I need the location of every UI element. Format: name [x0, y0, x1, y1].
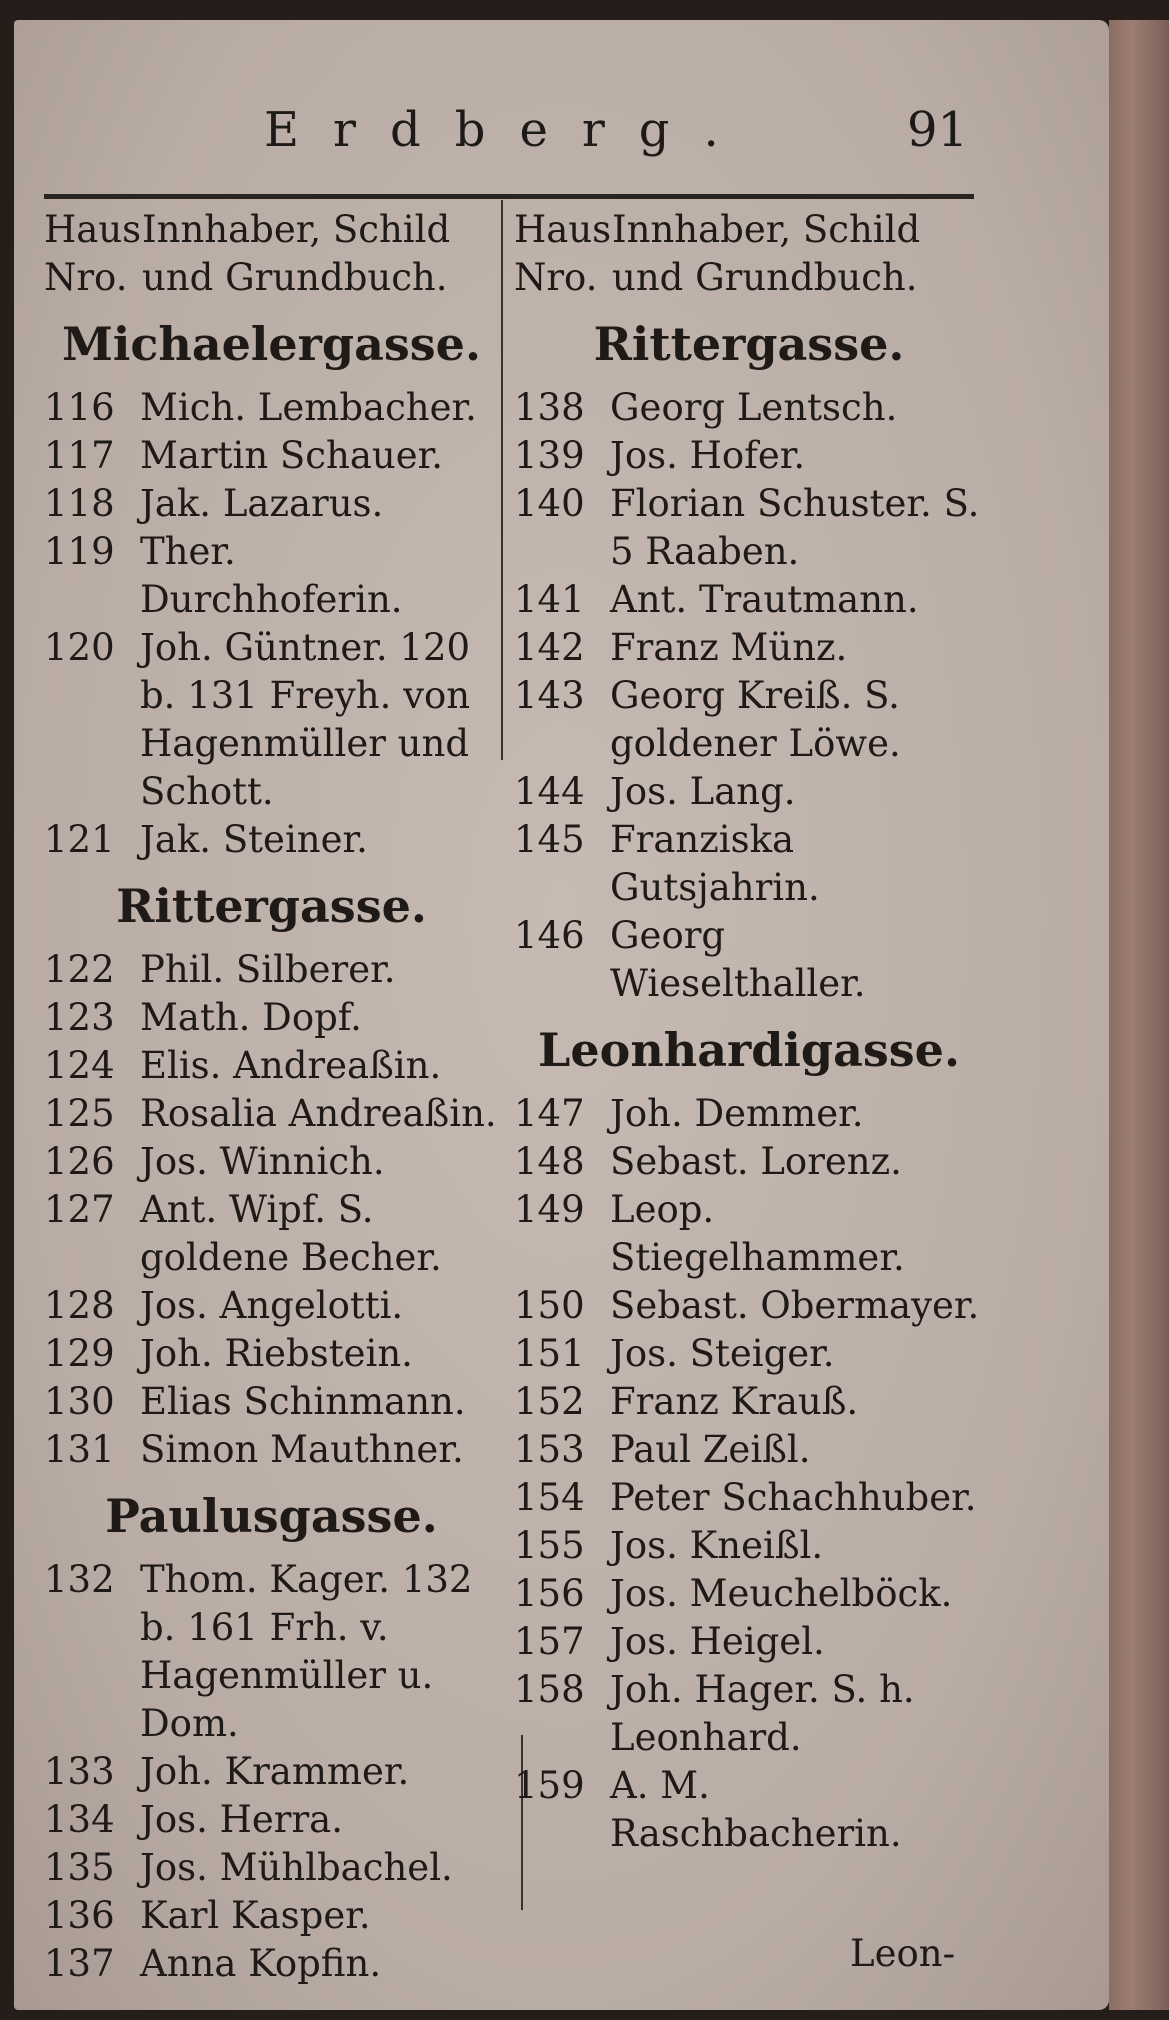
left-column: [44, 206, 499, 1988]
house-entry: [514, 1570, 984, 1618]
owner-label: Innhaber, Schild: [142, 208, 451, 251]
house-entry: [514, 1618, 984, 1666]
house-owner: Florian Schuster. S. 5 Raaben.: [610, 482, 980, 573]
house-owner: Leop. Stiegelhammer.: [610, 1188, 905, 1279]
house-owner: Joh. Hager. S. h. Leonhard.: [610, 1668, 915, 1759]
house-entry: [44, 1844, 499, 1892]
page: [14, 20, 1109, 2010]
house-entry: [514, 1138, 984, 1186]
house-owner: Jos. Steiger.: [610, 1332, 835, 1375]
house-number: 120: [44, 626, 115, 669]
house-entry: [44, 1330, 499, 1378]
left-column-header: [44, 206, 499, 302]
house-number: 147: [514, 1092, 585, 1135]
house-entry: [514, 816, 984, 912]
house-number: 123: [44, 996, 115, 1039]
house-entry: [44, 1892, 499, 1940]
house-number: 136: [44, 1894, 115, 1937]
house-entry: [44, 1556, 499, 1748]
house-owner: Jos. Heigel.: [610, 1620, 825, 1663]
house-owner: Jak. Lazarus.: [140, 482, 384, 525]
running-head: [14, 102, 1109, 172]
house-owner: Franz Münz.: [610, 626, 848, 669]
house-number: 156: [514, 1572, 585, 1615]
right-column-header: [514, 206, 984, 302]
owner-label: Innhaber, Schild: [612, 208, 921, 251]
house-number: 116: [44, 386, 115, 429]
house-number: 144: [514, 770, 585, 813]
house-entry: [514, 912, 984, 1008]
house-owner: Math. Dopf.: [140, 996, 362, 1039]
house-owner: Jos. Meuchelböck.: [610, 1572, 953, 1615]
house-number: 148: [514, 1140, 585, 1183]
house-owner: Ant. Trautmann.: [610, 578, 919, 621]
house-number: 155: [514, 1524, 585, 1567]
house-entry: [44, 1940, 499, 1988]
house-owner: Ther. Durchhoferin.: [140, 530, 403, 621]
house-number: 129: [44, 1332, 115, 1375]
house-owner: Jos. Hofer.: [610, 434, 806, 477]
house-entry: [44, 816, 499, 864]
house-owner: Thom. Kager. 132 b. 161 Frh. v. Hagenmüller u. Dom.: [140, 1558, 473, 1745]
house-entry: [514, 1378, 984, 1426]
house-owner: Jos. Winnich.: [140, 1140, 385, 1183]
house-number: 139: [514, 434, 585, 477]
house-owner: Simon Mauthner.: [140, 1428, 464, 1471]
house-owner: Peter Schachhuber.: [610, 1476, 977, 1519]
right-column: [514, 206, 984, 1858]
house-entry: [514, 1522, 984, 1570]
house-owner: Rosalia Andreaßin.: [140, 1092, 497, 1135]
house-number: 157: [514, 1620, 585, 1663]
house-entry: [44, 1042, 499, 1090]
street-heading: Rittergasse.: [593, 317, 905, 371]
house-entry: [514, 624, 984, 672]
house-owner: Georg Kreiß. S. goldener Löwe.: [610, 674, 901, 765]
house-entry: [44, 1748, 499, 1796]
house-number: 124: [44, 1044, 115, 1087]
house-number: 135: [44, 1846, 115, 1889]
page-number: 91: [907, 102, 969, 158]
house-owner: Jos. Kneißl.: [610, 1524, 824, 1567]
street-heading: Michaelergasse.: [62, 317, 481, 371]
house-owner: Phil. Silberer.: [140, 948, 396, 991]
number-label-line2: Nro.: [44, 256, 128, 299]
house-owner: Anna Kopfin.: [140, 1942, 382, 1985]
house-entry: [44, 624, 499, 816]
house-owner: A. M. Raschbacherin.: [610, 1764, 902, 1855]
house-owner: Jos. Angelotti.: [140, 1284, 404, 1327]
house-entry: [44, 432, 499, 480]
house-owner: Franziska Gutsjahrin.: [610, 818, 820, 909]
house-number: 158: [514, 1668, 585, 1711]
house-number: 131: [44, 1428, 115, 1471]
house-entry: [44, 1796, 499, 1844]
house-owner: Jak. Steiner.: [140, 818, 368, 861]
street-heading: Rittergasse.: [116, 879, 427, 933]
house-owner: Jos. Herra.: [140, 1798, 343, 1841]
house-entry: [44, 1426, 499, 1474]
house-entry: [514, 384, 984, 432]
house-number: 119: [44, 530, 115, 573]
house-number: 159: [514, 1764, 585, 1807]
house-owner: Jos. Lang.: [610, 770, 796, 813]
house-number: 138: [514, 386, 585, 429]
house-number: 143: [514, 674, 585, 717]
house-entry: [514, 1474, 984, 1522]
running-title: Erdberg.: [264, 102, 753, 158]
house-entry: [44, 1282, 499, 1330]
house-owner: Joh. Riebstein.: [140, 1332, 413, 1375]
street-heading: Leonhardigasse.: [538, 1023, 960, 1077]
house-owner: Joh. Güntner. 120 b. 131 Freyh. von Hagenmüller und Schott.: [140, 626, 471, 813]
house-number: 126: [44, 1140, 115, 1183]
house-entry: [514, 480, 984, 576]
house-number: 152: [514, 1380, 585, 1423]
page-edge: [1109, 20, 1169, 2010]
house-owner: Ant. Wipf. S. goldene Becher.: [140, 1188, 442, 1279]
house-number: 122: [44, 948, 115, 991]
house-number: 142: [514, 626, 585, 669]
house-owner: Jos. Mühlbachel.: [140, 1846, 453, 1889]
house-entry: [44, 1138, 499, 1186]
house-entry: [44, 384, 499, 432]
house-number: 125: [44, 1092, 115, 1135]
house-number: 141: [514, 578, 585, 621]
house-owner: Martin Schauer.: [140, 434, 443, 477]
house-owner: Sebast. Obermayer.: [610, 1284, 980, 1327]
house-owner: Joh. Demmer.: [610, 1092, 864, 1135]
house-number: 127: [44, 1188, 115, 1231]
house-number: 132: [44, 1558, 115, 1601]
house-entry: [44, 994, 499, 1042]
house-owner: Joh. Krammer.: [140, 1750, 410, 1793]
street-heading: Paulusgasse.: [105, 1489, 438, 1543]
house-owner: Georg Wieselthaller.: [610, 914, 866, 1005]
house-owner: Karl Kasper.: [140, 1894, 371, 1937]
house-owner: Elis. Andreaßin.: [140, 1044, 442, 1087]
house-entry: [514, 768, 984, 816]
house-number: 145: [514, 818, 585, 861]
house-number: 117: [44, 434, 115, 477]
house-number: 137: [44, 1942, 115, 1985]
house-entry: [514, 1282, 984, 1330]
house-owner: Mich. Lembacher.: [140, 386, 477, 429]
owner-label-line2: und Grundbuch.: [142, 256, 448, 299]
column-divider: [501, 200, 503, 760]
house-entry: [514, 672, 984, 768]
house-number: 150: [514, 1284, 585, 1327]
house-entry: [514, 1426, 984, 1474]
house-entry: [514, 1762, 984, 1858]
house-number: 121: [44, 818, 115, 861]
house-owner: Franz Krauß.: [610, 1380, 859, 1423]
house-entry: [44, 1186, 499, 1282]
number-label: Haus: [514, 208, 612, 251]
number-label-line2: Nro.: [514, 256, 598, 299]
catchword: Leon-: [850, 1932, 956, 1975]
house-entry: [514, 1330, 984, 1378]
house-entry: [514, 1090, 984, 1138]
house-owner: Georg Lentsch.: [610, 386, 898, 429]
house-number: 128: [44, 1284, 115, 1327]
house-entry: [514, 1186, 984, 1282]
house-number: 118: [44, 482, 115, 525]
house-number: 133: [44, 1750, 115, 1793]
house-entry: [44, 480, 499, 528]
house-entry: [44, 1090, 499, 1138]
house-number: 151: [514, 1332, 585, 1375]
house-number: 130: [44, 1380, 115, 1423]
house-owner: Sebast. Lorenz.: [610, 1140, 902, 1183]
house-owner: Elias Schinmann.: [140, 1380, 466, 1423]
house-entry: [514, 432, 984, 480]
house-entry: [44, 1378, 499, 1426]
house-entry: [44, 946, 499, 994]
owner-label-line2: und Grundbuch.: [612, 256, 918, 299]
house-entry: [514, 576, 984, 624]
house-number: 154: [514, 1476, 585, 1519]
house-entry: [514, 1666, 984, 1762]
house-entry: [44, 528, 499, 624]
house-owner: Paul Zeißl.: [610, 1428, 811, 1471]
house-number: 149: [514, 1188, 585, 1231]
house-number: 153: [514, 1428, 585, 1471]
house-number: 140: [514, 482, 585, 525]
house-number: 134: [44, 1798, 115, 1841]
number-label: Haus: [44, 208, 142, 251]
house-number: 146: [514, 914, 585, 957]
header-rule: [44, 194, 974, 199]
